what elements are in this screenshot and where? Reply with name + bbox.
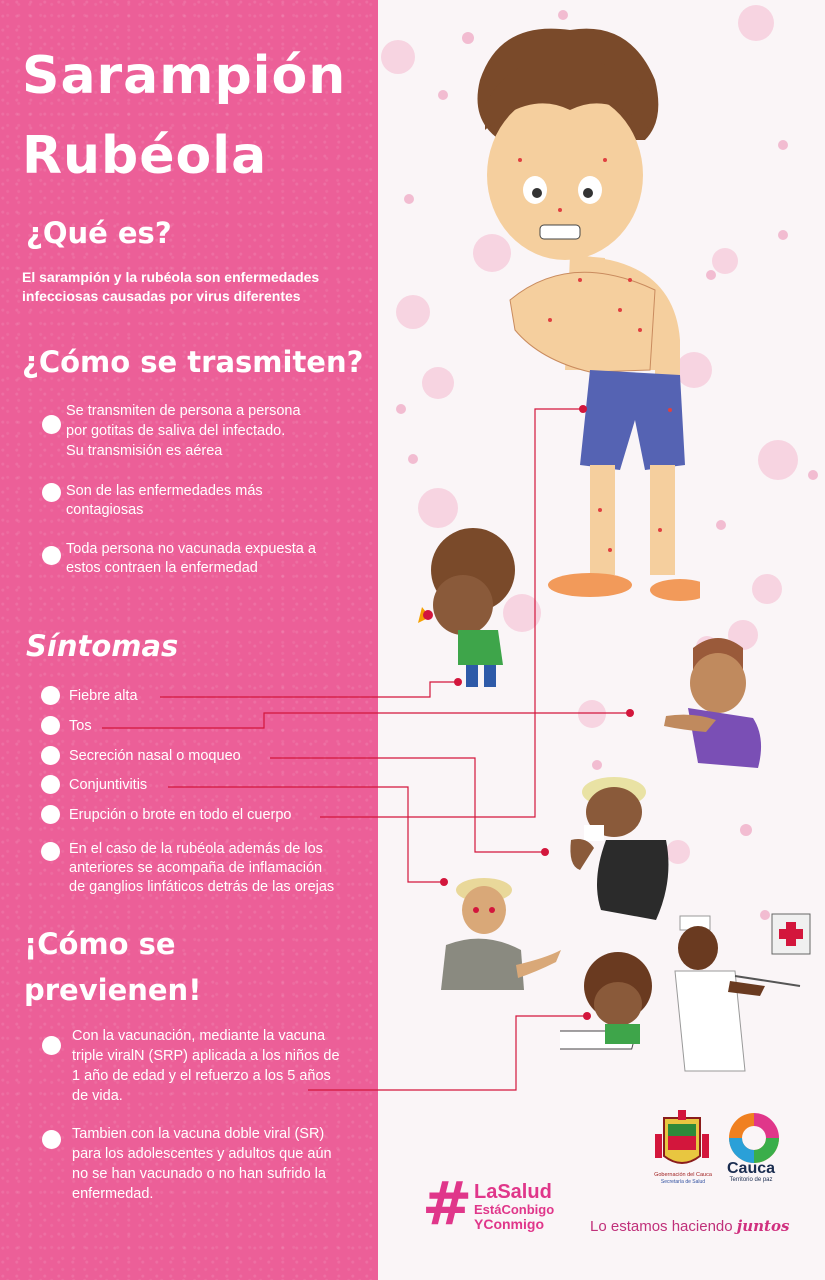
sintoma-rubeola-line3: de ganglios linfáticos detrás de las orejas	[69, 879, 335, 895]
fever-child-illustration	[408, 525, 523, 695]
hashtag-line2: EstáConbigo	[474, 1202, 555, 1217]
bullet-point	[41, 805, 60, 824]
que-es-text-line1: El sarampión y la rubéola son enfermedades	[22, 269, 320, 285]
tagline-main: Lo estamos haciendo	[590, 1218, 733, 1235]
transmision-item-1-line2: por gotitas de saliva del infectado.	[66, 423, 286, 439]
bullet-point	[42, 1130, 61, 1149]
bullet-point	[42, 483, 61, 502]
runny-nose-man-illustration	[566, 770, 676, 920]
gov-name: Gobernación del Cauca	[654, 1172, 712, 1178]
tagline-script: juntos	[736, 1217, 790, 1235]
sintoma-rubeola-line2: anteriores se acompaña de inflamación	[69, 860, 323, 876]
transmision-item-1-line1: Se transmiten de persona a persona	[66, 403, 301, 419]
prevencion-item-2-line3: no se han vacunado o no han sufrido la	[72, 1166, 326, 1182]
tagline	[590, 1217, 789, 1235]
bullet-point	[41, 775, 60, 794]
background-dot	[778, 140, 788, 150]
background-dot	[740, 824, 752, 836]
sintoma-conjuntivitis: Conjuntivitis	[69, 777, 148, 793]
background-dot	[712, 248, 738, 274]
background-dot	[716, 520, 726, 530]
sintoma-tos: Tos	[69, 718, 92, 734]
bullet-point	[41, 716, 60, 735]
title-rubeola: Rubéola	[22, 126, 268, 186]
background-dot	[778, 230, 788, 240]
title-sarampion: Sarampión	[22, 46, 347, 106]
transmision-item-3-line1: Toda persona no vacunada expuesta a	[66, 541, 316, 557]
heading-que-es: ¿Qué es?	[26, 216, 172, 250]
prevencion-item-2-line1: Tambien con la vacuna doble viral (SR)	[72, 1126, 325, 1142]
bullet-point	[42, 1036, 61, 1055]
hashtag-logo	[422, 1169, 582, 1239]
heading-sintomas: Síntomas	[26, 629, 179, 663]
background-dot	[738, 5, 774, 41]
background-dot	[808, 470, 818, 480]
prevencion-item-2-line4: enfermedad.	[72, 1186, 154, 1202]
heading-como-se-trasmiten: ¿Cómo se trasmiten?	[22, 345, 364, 379]
prevencion-item-1-line4: de vida.	[72, 1088, 123, 1104]
gov-dept: Secretaría de Salud	[660, 1179, 706, 1185]
cauca-slogan: Territorio de paz	[729, 1177, 773, 1183]
bullet-point	[41, 686, 60, 705]
background-dot	[381, 40, 415, 74]
heading-como-se-previenen-line2: previenen!	[24, 973, 202, 1007]
bullet-point	[41, 746, 60, 765]
transmision-item-2-line1: Son de las enfermedades más	[66, 483, 263, 499]
sintoma-fiebre: Fiebre alta	[69, 688, 138, 704]
background-dot	[404, 194, 414, 204]
heading-como-se-previenen-line1: ¡Cómo se	[24, 927, 176, 961]
sick-boy-illustration	[440, 10, 700, 610]
transmision-item-3-line2: estos contraen la enfermedad	[66, 560, 258, 576]
background-dot	[706, 270, 716, 280]
prevencion-item-1-line2: triple viralN (SRP) aplicada a los niños de	[72, 1048, 340, 1064]
prevencion-item-1-line3: 1 año de edad y el refuerzo a los 5 años	[72, 1068, 331, 1084]
prevencion-item-2-line2: para los adolescentes y adultos que aún	[72, 1146, 332, 1162]
bullet-point	[41, 842, 60, 861]
hashtag-line3: YConmigo	[474, 1216, 544, 1232]
transmision-item-2-line2: contagiosas	[66, 502, 144, 518]
coughing-child-illustration	[658, 628, 768, 768]
que-es-text-line2: infecciosas causadas por virus diferentes	[22, 288, 301, 304]
hashtag-line1: LaSalud	[474, 1181, 552, 1203]
background-dot	[408, 454, 418, 464]
background-dot	[396, 295, 430, 329]
background-dot	[592, 760, 602, 770]
background-dot	[396, 404, 406, 414]
prevencion-item-1-line1: Con la vacunación, mediante la vacuna	[72, 1028, 326, 1044]
conjunctivitis-man-illustration	[436, 870, 566, 990]
background-dot	[758, 440, 798, 480]
vaccination-illustration	[560, 906, 815, 1076]
cauca-logo	[724, 1108, 784, 1163]
background-dot	[752, 574, 782, 604]
sintoma-secrecion: Secreción nasal o moqueo	[69, 748, 241, 764]
cauca-name: Cauca	[726, 1160, 776, 1177]
bullet-point	[42, 546, 61, 565]
sintoma-rubeola-line1: En el caso de la rubéola además de los	[69, 841, 323, 857]
background-dot	[578, 700, 606, 728]
hashtag-icon: #	[422, 1169, 473, 1239]
transmision-item-1-line3: Su transmisión es aérea	[66, 443, 223, 459]
sintoma-erupcion: Erupción o brote en todo el cuerpo	[69, 807, 292, 823]
bullet-point	[42, 415, 61, 434]
